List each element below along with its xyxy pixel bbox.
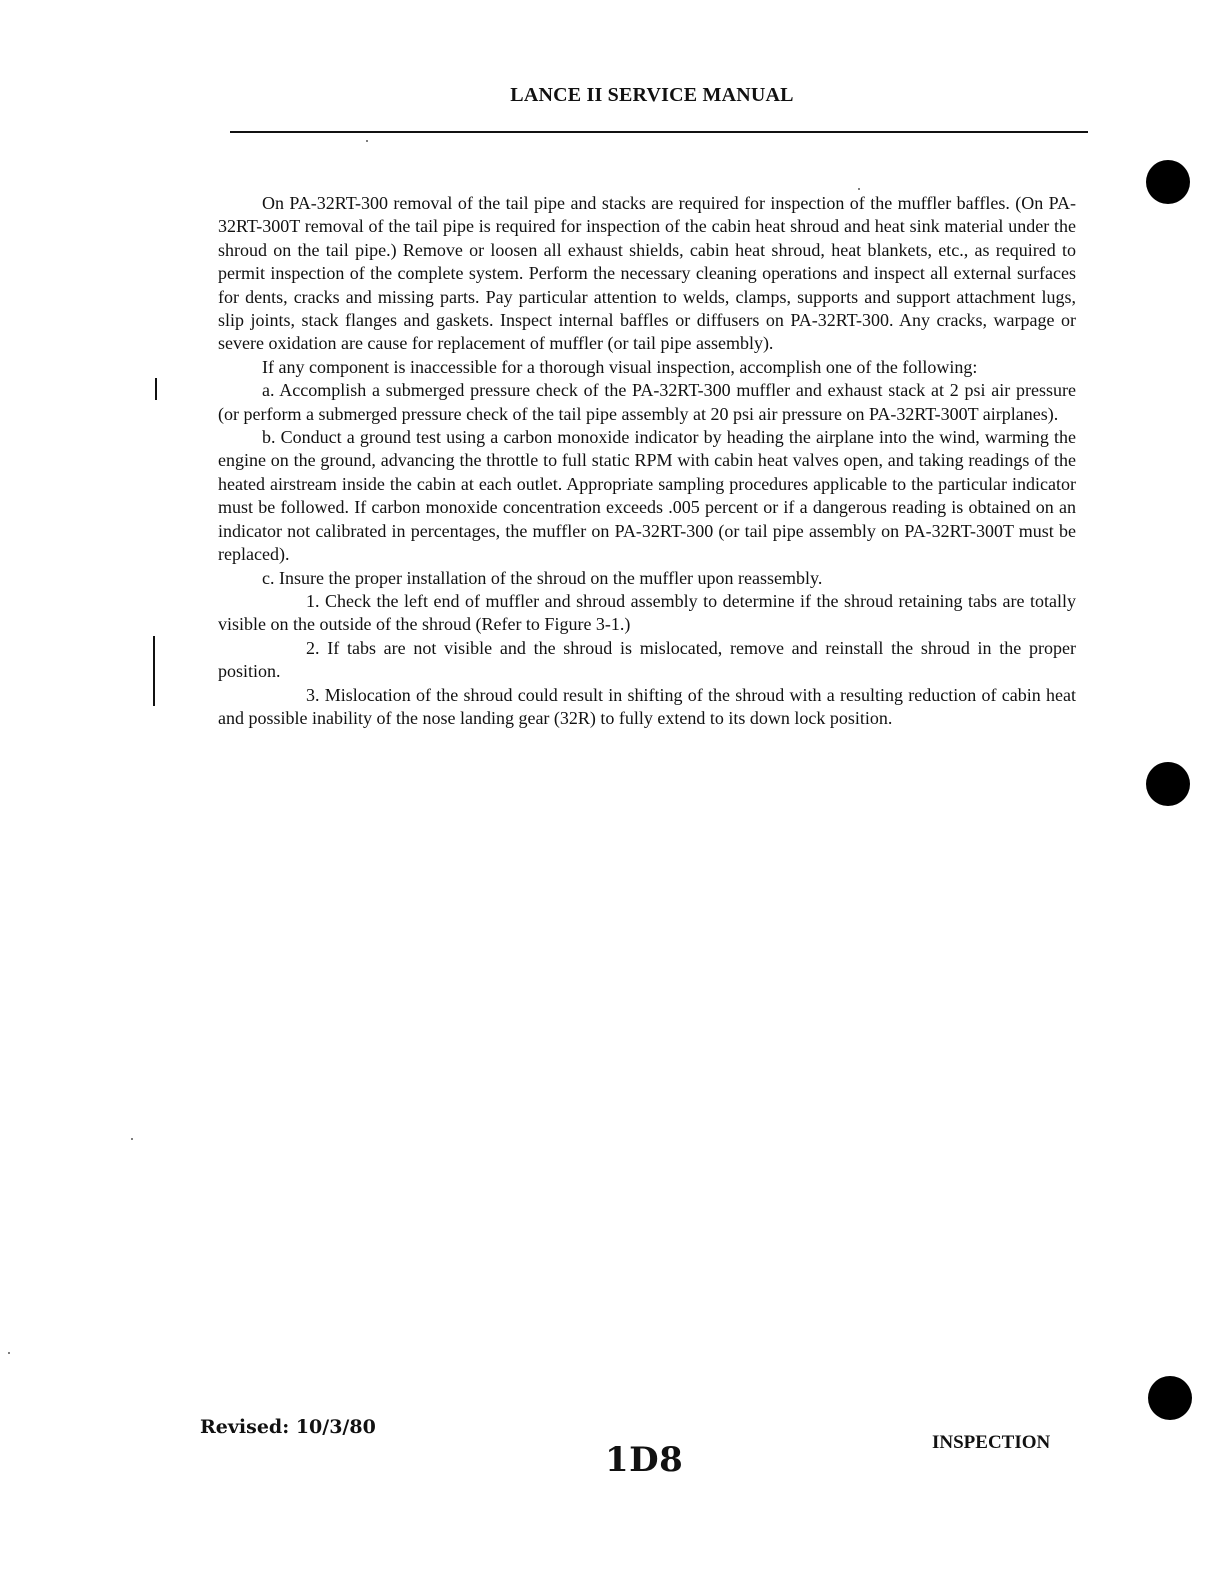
body-text [218, 192, 1076, 730]
scan-speck [131, 1138, 133, 1140]
paragraph-inaccessible-component: If any component is inaccessible for a thorough visual inspection, accomplish one of the following: [262, 356, 978, 377]
scan-speck [8, 1352, 10, 1354]
list-item-c2: 2. If tabs are not visible and the shroud is mislocated, remove and reinstall the shroud in the proper position. [218, 637, 1076, 682]
list-item-c3: 3. Mislocation of the shroud could result in shifting of the shroud with a resulting reduction of cabin heat and possible inability of the nose landing gear (32R) to fully extend to its down lock position. [218, 684, 1076, 728]
binder-punch-hole [1146, 762, 1190, 806]
page-header-title: LANCE II SERVICE MANUAL [510, 84, 794, 106]
list-item-b: b. Conduct a ground test using a carbon monoxide indicator by heading the airplane into the wind, warming the engine on the ground, advancing the throttle to full static RPM with cabin heat valves open, and taking readings of the heated airstream inside the cabin at each outlet. Appropriate sampling procedures applicable to the particular indicator must be followed. If carbon monoxide concentration exceeds .005 percent or if a dangerous reading is obtained on an indicator not calibrated in percentages, the muffler on PA-32RT-300 (or tail pipe assembly on PA-32RT-300T must be replaced). [218, 427, 1076, 565]
header-rule [230, 131, 1088, 133]
revision-change-bar [155, 378, 157, 400]
paragraph-exhaust-inspection: On PA-32RT-300 removal of the tail pipe and stacks are required for inspection of the muffler baffles. (On PA-32RT-300T removal of the tail pipe is required for inspection of the cabin heat shroud and heat sink material under the shroud on the tail pipe.) Remove or loosen all exhaust shields, cabin heat shroud, heat blankets, etc., as required to permit inspection of the complete system. Perform the necessary cleaning operations and inspect all external surfaces for dents, cracks and missing parts. Pay particular attention to welds, clamps, supports and support attachment lugs, slip joints, stack flanges and gaskets. Inspect internal baffles or diffusers on PA-32RT-300. Any cracks, warpage or severe oxidation are cause for replacement of muffler (or tail pipe assembly). [218, 193, 1076, 354]
list-item-c1: 1. Check the left end of muffler and shroud assembly to determine if the shroud retaining tabs are totally visible on the outside of the shroud (Refer to Figure 3-1.) [218, 590, 1076, 635]
list-item-a: a. Accomplish a submerged pressure check of the PA-32RT-300 muffler and exhaust stack at 2 psi air pressure (or perform a submerged pressure check of the tail pipe assembly at 20 psi air pressure on PA-32RT-300T airplanes). [218, 380, 1076, 424]
footer-revised-date: Revised: 10/3/80 [200, 1416, 376, 1438]
list-item-c: c. Insure the proper installation of the shroud on the muffler upon reassembly. [262, 567, 823, 588]
scan-speck [366, 140, 368, 142]
footer-section-name: INSPECTION [932, 1432, 1051, 1453]
binder-punch-hole [1146, 160, 1190, 204]
binder-punch-hole [1148, 1376, 1192, 1420]
footer-page-number: 1D8 [605, 1440, 684, 1480]
scan-speck [858, 188, 860, 190]
revision-change-bar [153, 636, 155, 706]
